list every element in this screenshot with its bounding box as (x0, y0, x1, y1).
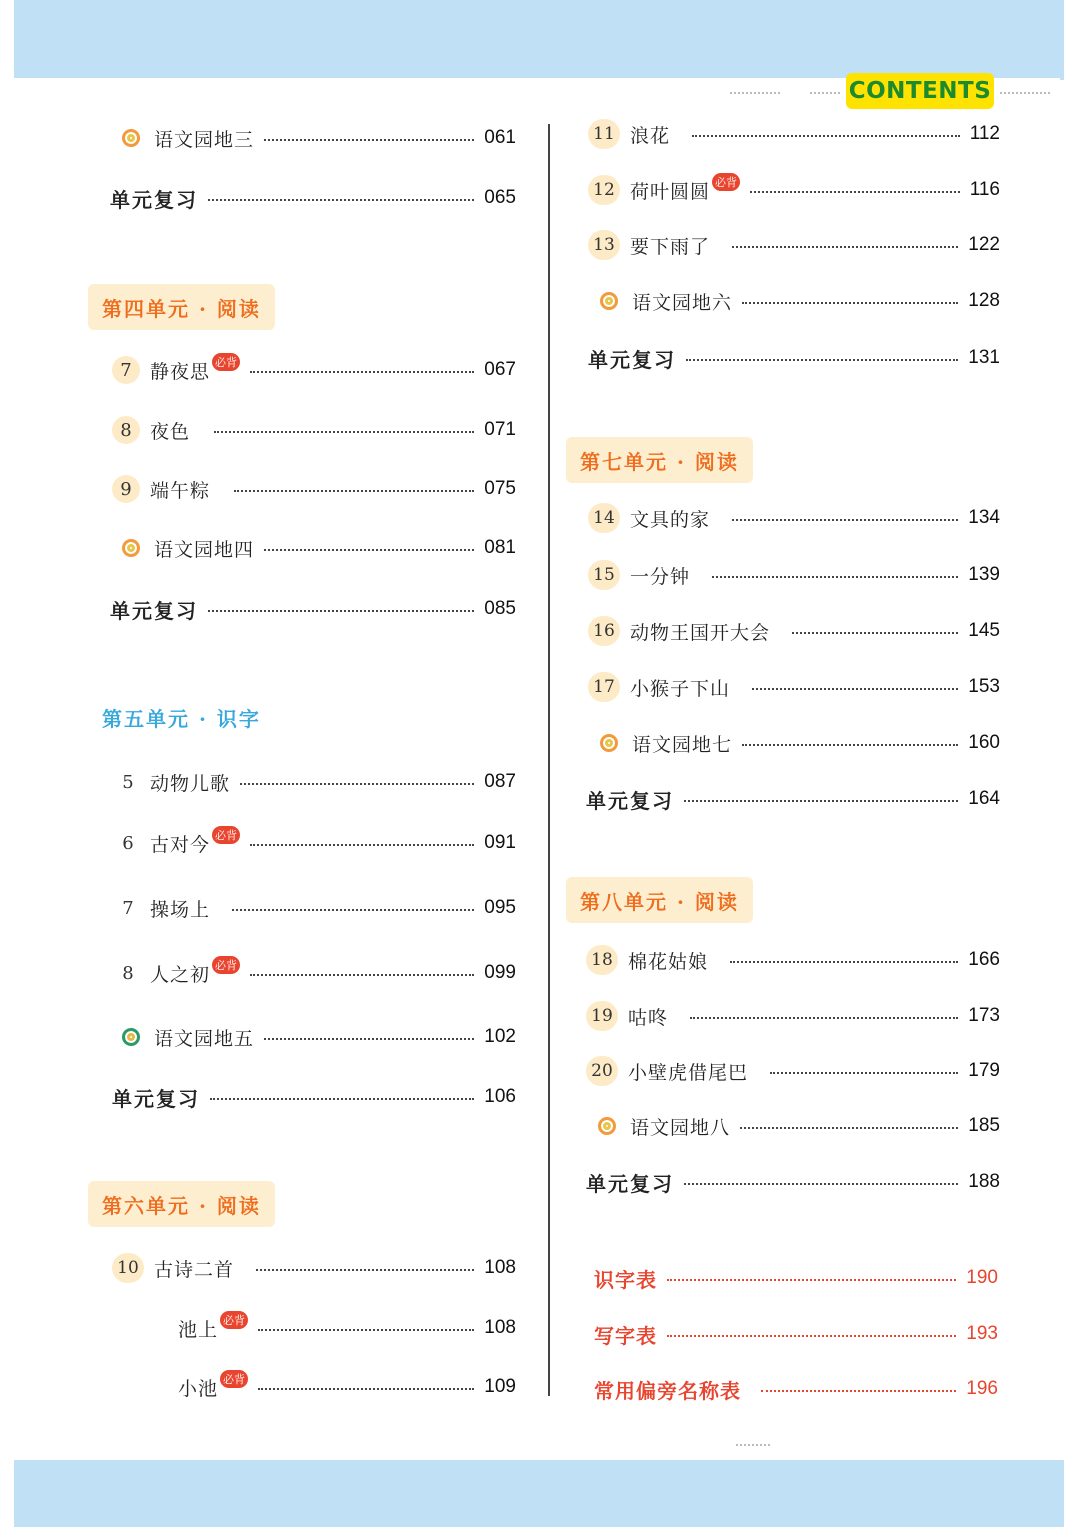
entry-title: 浪花 (630, 124, 671, 147)
dot-leader (250, 974, 474, 976)
page-number: 139 (968, 564, 1000, 585)
page-number: 179 (968, 1060, 1000, 1081)
dot-leader (730, 961, 958, 963)
dot-leader (250, 844, 474, 846)
toc-entry[interactable] (178, 1367, 516, 1407)
page-number: 071 (484, 419, 516, 440)
contents-badge: CONTENTS (846, 73, 994, 109)
page-number: 166 (968, 949, 1000, 970)
unit-header-6: 第六单元 · 阅读 (88, 1181, 275, 1227)
garden-icon (122, 539, 140, 557)
lesson-number: 9 (112, 475, 140, 503)
page-number: 091 (484, 832, 516, 853)
lesson-number: 20 (586, 1056, 618, 1086)
dot-leader (732, 519, 958, 521)
toc-entry[interactable] (588, 667, 1000, 707)
toc-entry[interactable] (594, 1369, 998, 1409)
toc-entry[interactable] (118, 953, 516, 993)
lesson-number: 13 (588, 230, 620, 260)
entry-title: 端午粽 (150, 479, 211, 502)
entry-title: 单元复习 (110, 598, 198, 623)
entry-title: 一分钟 (630, 565, 691, 588)
page-number: 134 (968, 507, 1000, 528)
entry-title: 人之初 (150, 963, 211, 986)
dot-leader (264, 1038, 474, 1040)
dotted-rule-right (1000, 80, 1050, 94)
toc-entry[interactable] (118, 823, 516, 863)
unit-header-7: 第七单元 · 阅读 (566, 437, 753, 483)
toc-entry[interactable] (118, 118, 516, 158)
page-number: 116 (969, 179, 1000, 200)
entry-title: 要下雨了 (630, 235, 711, 258)
must-memorize-badge: 必背 (212, 956, 240, 974)
entry-title: 语文园地五 (154, 1027, 255, 1050)
entry-title: 动物王国开大会 (630, 621, 771, 644)
entry-title: 静夜思 (150, 360, 211, 383)
page-number: 190 (966, 1267, 998, 1288)
page-number: 102 (484, 1026, 516, 1047)
must-memorize-badge: 必背 (212, 353, 240, 371)
dot-leader (732, 246, 958, 248)
page-number: 188 (968, 1171, 1000, 1192)
page-number: 108 (484, 1257, 516, 1278)
toc-entry[interactable] (588, 114, 1000, 154)
page-number: 112 (969, 123, 1000, 144)
toc-entry[interactable] (594, 1106, 1000, 1146)
dot-leader (686, 359, 958, 361)
entry-title: 单元复习 (586, 1171, 674, 1196)
page-number: 085 (484, 598, 516, 619)
unit-header-8: 第八单元 · 阅读 (566, 877, 753, 923)
unit-header-4: 第四单元 · 阅读 (88, 284, 275, 330)
dot-leader (752, 688, 958, 690)
entry-title: 夜色 (150, 420, 191, 443)
dot-leader (208, 199, 474, 201)
toc-entry[interactable] (586, 1051, 1000, 1091)
entry-title: 动物儿歌 (150, 772, 231, 795)
dot-leader (240, 783, 474, 785)
entry-title: 识字表 (594, 1267, 657, 1292)
dot-leader (770, 1072, 958, 1074)
must-memorize-badge: 必背 (220, 1311, 248, 1329)
lesson-number: 7 (112, 356, 140, 384)
lesson-number: 16 (588, 616, 620, 646)
entry-title: 语文园地七 (632, 733, 733, 756)
page-number: 128 (968, 290, 1000, 311)
column-divider (548, 124, 550, 1396)
lesson-number: 6 (122, 832, 134, 854)
dot-leader (742, 302, 958, 304)
lesson-number: 7 (122, 897, 134, 919)
dot-leader (256, 1269, 474, 1271)
entry-title: 小池 (178, 1377, 219, 1400)
dot-leader (684, 800, 958, 802)
page-number: 108 (484, 1317, 516, 1338)
garden-icon (598, 1117, 616, 1135)
lesson-number: 10 (112, 1253, 144, 1283)
toc-entry[interactable] (586, 996, 1000, 1036)
page-number: 131 (968, 347, 1000, 368)
lesson-number: 5 (122, 771, 134, 793)
entry-title: 小壁虎借尾巴 (628, 1061, 749, 1084)
page-number: 196 (966, 1378, 998, 1399)
top-decorative-band (14, 0, 1064, 80)
entry-title: 常用偏旁名称表 (594, 1378, 741, 1403)
toc-entry[interactable] (112, 350, 516, 390)
entry-title: 文具的家 (630, 508, 711, 531)
page-number: 081 (484, 537, 516, 558)
page-number: 095 (484, 897, 516, 918)
toc-entry[interactable] (110, 178, 516, 218)
entry-title: 操场上 (150, 898, 211, 921)
page-number: 099 (484, 962, 516, 983)
toc-entry[interactable] (586, 1162, 1000, 1202)
dot-leader (684, 1183, 958, 1185)
toc-entry[interactable] (588, 225, 1000, 265)
toc-entry[interactable] (178, 1308, 516, 1348)
toc-entry[interactable] (588, 338, 1000, 378)
entry-title: 单元复习 (586, 788, 674, 813)
toc-entry[interactable] (594, 1314, 998, 1354)
lesson-number: 14 (588, 503, 620, 533)
must-memorize-badge: 必背 (212, 826, 240, 844)
dot-leader (667, 1335, 956, 1337)
toc-entry[interactable] (594, 1258, 998, 1298)
toc-entry[interactable] (586, 779, 1000, 819)
entry-title: 单元复习 (110, 187, 198, 212)
garden-icon (122, 129, 140, 147)
entry-title: 语文园地三 (154, 128, 255, 151)
dot-leader (208, 610, 474, 612)
must-memorize-badge: 必背 (712, 173, 740, 191)
dotted-rule-left (730, 80, 780, 94)
page-number: 067 (484, 359, 516, 380)
toc-entry[interactable] (118, 1017, 516, 1057)
dotted-rule-mid (810, 80, 840, 94)
garden-icon (600, 292, 618, 310)
page-number: 164 (968, 788, 1000, 809)
page-number: 122 (968, 234, 1000, 255)
dot-leader (740, 1127, 958, 1129)
dot-leader (234, 490, 474, 492)
bottom-decorative-band (14, 1460, 1064, 1527)
page-number: 160 (968, 732, 1000, 753)
page-number: 173 (968, 1005, 1000, 1026)
dot-leader (792, 632, 958, 634)
toc-entry[interactable] (110, 589, 516, 629)
entry-title: 单元复习 (588, 347, 676, 372)
entry-title: 古对今 (150, 833, 211, 856)
dot-leader (690, 1017, 958, 1019)
entry-title: 单元复习 (112, 1086, 200, 1111)
toc-entry[interactable] (588, 611, 1000, 651)
entry-title: 语文园地八 (630, 1116, 731, 1139)
lesson-number: 11 (588, 119, 620, 149)
entry-title: 咕咚 (628, 1006, 669, 1029)
toc-entry[interactable] (586, 940, 1000, 980)
dot-leader (750, 191, 960, 193)
toc-entry[interactable] (588, 170, 1000, 210)
page-number: 185 (968, 1115, 1000, 1136)
dot-leader (214, 431, 474, 433)
garden-icon (600, 734, 618, 752)
toc-entry[interactable] (118, 528, 516, 568)
lesson-number: 15 (588, 560, 620, 590)
toc-entry[interactable] (588, 555, 1000, 595)
entry-title: 语文园地四 (154, 538, 255, 561)
dot-leader (742, 744, 958, 746)
garden-icon (122, 1028, 140, 1046)
page-number: 145 (968, 620, 1000, 641)
dot-leader (210, 1098, 474, 1100)
lesson-number: 8 (122, 962, 134, 984)
toc-entry[interactable] (112, 469, 516, 509)
lesson-number: 17 (588, 672, 620, 702)
lesson-number: 19 (586, 1001, 618, 1031)
entry-title: 荷叶圆圆 (630, 180, 711, 203)
lesson-number: 8 (112, 416, 140, 444)
dot-leader (258, 1388, 474, 1390)
page-number: 106 (484, 1086, 516, 1107)
page-number: 193 (966, 1323, 998, 1344)
bottom-dotted-rule (736, 1444, 770, 1446)
dot-leader (250, 371, 474, 373)
page-number: 061 (484, 127, 516, 148)
must-memorize-badge: 必背 (220, 1370, 248, 1388)
unit-header-5: 第五单元 · 识字 (88, 694, 275, 740)
dot-leader (264, 549, 474, 551)
dot-leader (712, 576, 958, 578)
page-number: 087 (484, 771, 516, 792)
page-number: 075 (484, 478, 516, 499)
lesson-number: 18 (586, 945, 618, 975)
toc-entry[interactable] (112, 410, 516, 450)
toc-entry[interactable] (588, 498, 1000, 538)
toc-entry[interactable] (596, 723, 1000, 763)
lesson-number: 12 (588, 175, 620, 205)
entry-title: 小猴子下山 (630, 677, 731, 700)
entry-title: 语文园地六 (632, 291, 733, 314)
entry-title: 池上 (178, 1318, 219, 1341)
toc-entry[interactable] (112, 1248, 516, 1288)
toc-entry[interactable] (596, 281, 1000, 321)
toc-entry[interactable] (118, 762, 516, 802)
dot-leader (667, 1279, 956, 1281)
entry-title: 古诗二首 (154, 1258, 235, 1281)
toc-entry[interactable] (118, 888, 516, 928)
entry-title: 写字表 (594, 1323, 657, 1348)
page-number: 153 (968, 676, 1000, 697)
dot-leader (692, 135, 960, 137)
dot-leader (258, 1329, 474, 1331)
dot-leader (761, 1390, 956, 1392)
entry-title: 棉花姑娘 (628, 950, 709, 973)
page-number: 065 (484, 187, 516, 208)
dot-leader (264, 139, 474, 141)
toc-entry[interactable] (112, 1077, 516, 1117)
dot-leader (232, 909, 474, 911)
page-number: 109 (484, 1376, 516, 1397)
